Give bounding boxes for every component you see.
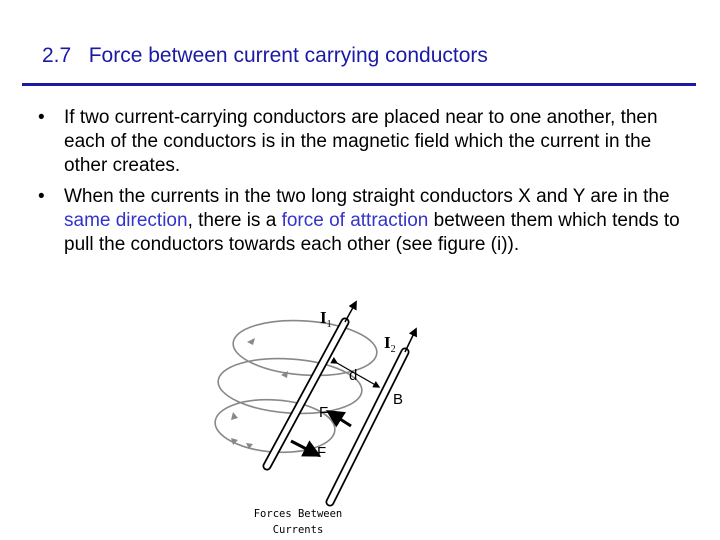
current-arrow-1 [345, 302, 356, 322]
field-arrow [247, 338, 255, 345]
field-arrow [231, 412, 238, 420]
force-label-top: F [319, 404, 329, 421]
highlight-same-direction: same direction [64, 210, 188, 231]
caption-line: Forces Between [253, 508, 343, 520]
separation-arrow [337, 363, 379, 387]
bullet-item [38, 106, 698, 178]
field-lines [213, 316, 378, 456]
caption-line: Currents [272, 524, 324, 536]
bullet-text-part: between them which tends to pull the conductors towards each other (see figure (i)). [64, 210, 680, 255]
conductor-1 [267, 322, 345, 466]
conductors-figure [205, 296, 445, 540]
figure-caption [235, 506, 361, 538]
bullet-text: If two current-carrying conductors are placed near to one another, then each of the conductors is in the magnetic field which the current in the other creates. [64, 107, 658, 176]
bullet-marker: • [38, 107, 45, 128]
distance-label: d [349, 367, 358, 384]
bullet-marker: • [38, 186, 45, 207]
highlight-force-of-attraction: force of attraction [281, 210, 429, 231]
bullet-text-part: , there is a [187, 210, 282, 231]
conductor-2 [330, 352, 405, 502]
slide-title: 2.7 Force between current carrying conductors [42, 44, 488, 67]
bullet-list [38, 106, 698, 264]
title-underline [22, 83, 696, 86]
current-1-label: $I_1$ [320, 308, 332, 330]
current-arrow-2 [405, 329, 416, 352]
bullet-item [38, 185, 698, 257]
force-label-bottom: F [317, 444, 327, 461]
bullet-text-part: When the currents in the two long straight conductors X and Y are in the [64, 186, 670, 207]
field-loop [216, 354, 363, 418]
field-label: B [393, 391, 404, 408]
current-2-label: $I_2$ [384, 333, 396, 355]
force-arrow-top [329, 412, 351, 426]
